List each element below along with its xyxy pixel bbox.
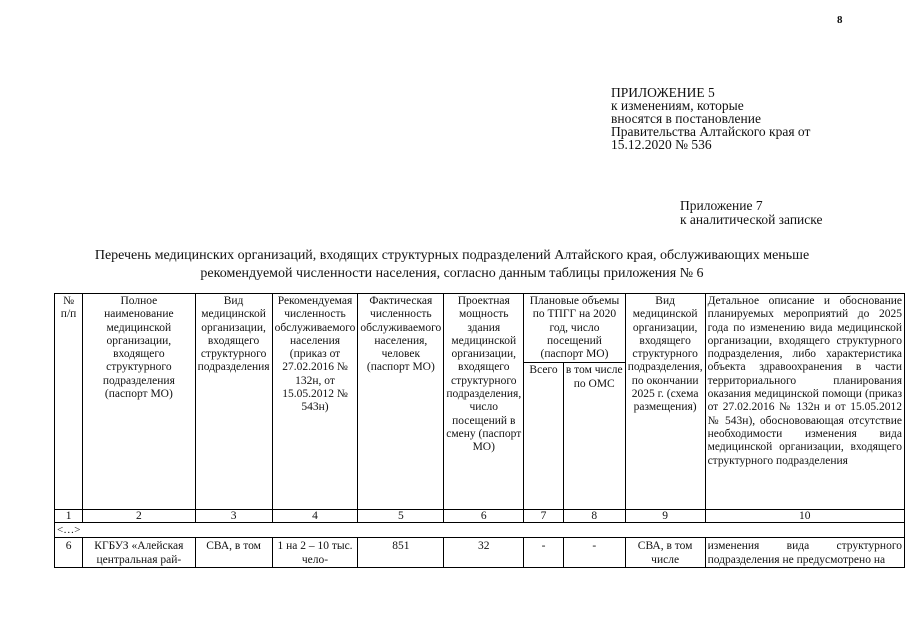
column-number: 10 (705, 510, 904, 523)
table-row (55, 538, 905, 568)
row-design-capacity: 32 (444, 538, 524, 568)
column-number: 3 (195, 510, 272, 523)
document-title (52, 247, 852, 283)
header-planned-volumes: Плановые объемы по ТПГГ на 2020 год, число посещений (паспорт МО) (524, 294, 625, 363)
column-number: 5 (358, 510, 444, 523)
column-number: 1 (55, 510, 83, 523)
header-org-name: Полное наименование медицинской организации, входящего структурного подразделения (паспорт МО) (83, 294, 195, 510)
row-org-type: СВА, в том (195, 538, 272, 568)
annex-line: к изменениям, которые (611, 98, 744, 113)
row-oms: - (563, 538, 625, 568)
column-number: 2 (83, 510, 195, 523)
annex-line: 15.12.2020 № 536 (611, 137, 712, 152)
row-org-name: КГБУЗ «Алейская центральная рай- (83, 538, 195, 568)
annex-header (611, 86, 810, 151)
header-actual-population: Фактическая численность обслуживаемого населения, человек (паспорт МО) (358, 294, 444, 510)
header-description: Детальное описание и обоснование планируемых мероприятий до 2025 года по изменению вида медицинской организации, входящего структурного подразделения, либо характеристика объекта здравоохранения в части территориального планирования оказания медицинской помощи (приказ от 27.02.2016 № 132н и от 15.05.2012 № 543н), обоснововающая отсутствие необходимости изменения вида медицинской организации, входящего структурного подразделения (705, 294, 904, 510)
column-number-row (55, 510, 905, 523)
header-org-type: Вид медицинской организации, входящего структурного подразделения (195, 294, 272, 510)
annex-line: Правительства Алтайского края от (611, 124, 811, 139)
organizations-table (54, 293, 905, 568)
column-number: 4 (272, 510, 358, 523)
column-number: 9 (625, 510, 705, 523)
column-number: 8 (563, 510, 625, 523)
appendix-line: к аналитической записке (680, 212, 823, 227)
row-actual-population: 851 (358, 538, 444, 568)
header-oms: в том числе по ОМС (563, 363, 625, 510)
header-recommended-population: Рекомендуемая численность обслуживаемого населения (приказ от 27.02.2016 № 132н, от 15.05.2012 № 543н) (272, 294, 358, 510)
annex-line: ПРИЛОЖЕНИЕ 5 (611, 85, 715, 100)
row-number: 6 (55, 538, 83, 568)
annex-line: вносятся в постановление (611, 111, 761, 126)
appendix-line: Приложение 7 (680, 198, 763, 213)
row-description: изменения вида структурного подразделения не предусмотрено на (705, 538, 904, 568)
column-number: 7 (524, 510, 564, 523)
table-header-row (55, 294, 905, 363)
ellipsis-row (55, 523, 905, 538)
header-total: Всего (524, 363, 564, 510)
header-design-capacity: Проектная мощность здания медицинской организации, входящего структурного подразделения, число посещений в смену (паспорт МО) (444, 294, 524, 510)
row-recommended-population: 1 на 2 – 10 тыс. чело- (272, 538, 358, 568)
ellipsis-cell: <…> (55, 523, 905, 538)
row-org-type-2025: СВА, в том числе (625, 538, 705, 568)
title-line: рекомендуемой численности населения, согласно данным таблицы приложения № 6 (200, 266, 704, 281)
title-line: Перечень медицинских организаций, входящих структурных подразделений Алтайского края, обслуживающих меньше (94, 248, 810, 263)
column-number: 6 (444, 510, 524, 523)
header-number: № п/п (55, 294, 83, 510)
header-org-type-2025: Вид медицинской организации, входящего структурного подразделения, по окончании 2025 г. (схема размещения) (625, 294, 705, 510)
page-number: 8 (837, 14, 843, 26)
appendix-header (680, 199, 822, 227)
row-total: - (524, 538, 564, 568)
